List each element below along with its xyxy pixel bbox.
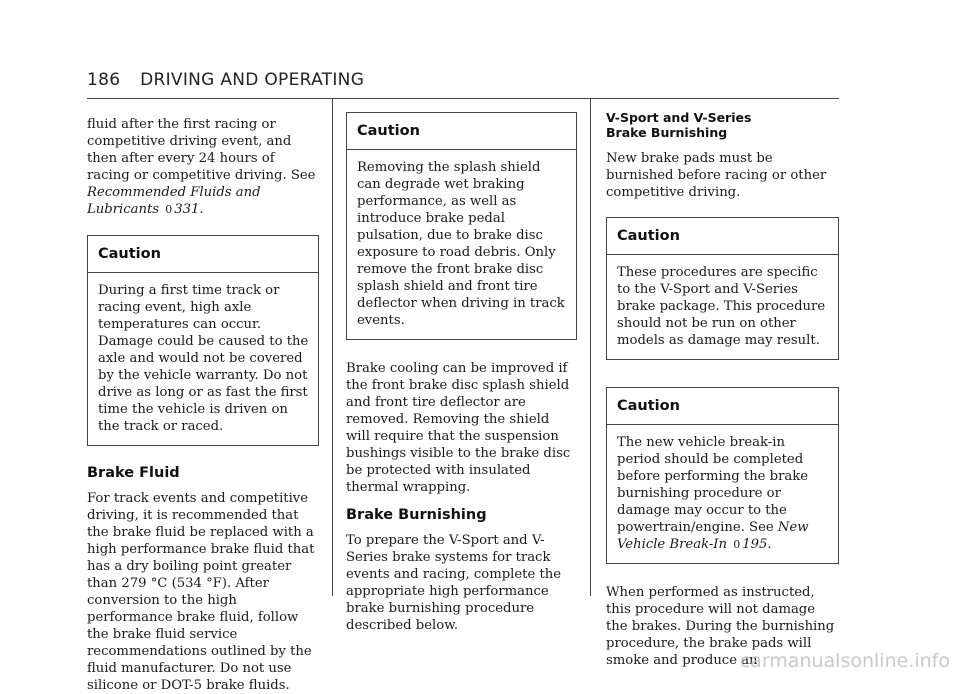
watermark: carmanualsonline.info — [739, 650, 950, 672]
caution-title: Caution — [607, 218, 838, 255]
column-1 — [87, 116, 319, 694]
body-paragraph: To prepare the V-Sport and V-Series brake systems for track events and racing, complete the appropriate high performance brake burnishing procedure described below. — [346, 533, 562, 633]
page-number: 186 — [87, 70, 121, 90]
caution-box — [346, 112, 577, 340]
column-3 — [606, 110, 839, 669]
caution-title: Caution — [88, 236, 318, 273]
subsection-heading: V-Sport and V-Series Brake Burnishing — [606, 110, 752, 140]
body-paragraph: When performed as instructed, this procedure will not damage the brakes. During the burnishing procedure, the brake pads will smoke and produce an — [606, 585, 835, 668]
ref-page: 195 — [742, 537, 768, 552]
caution-body: The new vehicle break-in period should be completed before performing the brake burnishing procedure or damage may occur to the powertrain/engine. See New Vehicle Break-In 0 195. — [617, 435, 809, 552]
section-heading: Brake Fluid — [87, 465, 180, 481]
caution-body: These procedures are specific to the V-Sport and V-Series brake package. This procedure should not be run on other models as damage may result. — [617, 265, 826, 348]
page-ref-arrow-icon: 0 — [733, 538, 741, 551]
caution-box — [606, 387, 839, 564]
ref-page: 331 — [174, 202, 200, 217]
intro-paragraph: fluid after the first racing or competitive driving event, and then after every 24 hours of racing or competitive driving. See Recommended Fluids and Lubricants 0 331. — [87, 117, 316, 217]
caution-body: Removing the splash shield can degrade wet braking performance, as well as introduce brake pedal pulsation, due to brake disc exposure to road debris. Only remove the front brake disc splash shield and front tire deflector when driving in track events. — [357, 160, 565, 328]
header-divider — [87, 98, 839, 99]
section-heading: Brake Burnishing — [346, 507, 487, 523]
caution-box — [87, 235, 319, 446]
ref-link[interactable]: New Vehicle Break-In — [617, 520, 809, 552]
body-paragraph: New brake pads must be burnished before racing or other competitive driving. — [606, 151, 827, 200]
caution-title: Caution — [607, 388, 838, 425]
caution-box — [606, 217, 839, 360]
section-title: DRIVING AND OPERATING — [140, 70, 365, 90]
page-header — [87, 70, 364, 90]
page-ref-arrow-icon: 0 — [165, 203, 173, 216]
body-paragraph: For track events and competitive driving, it is recommended that the brake fluid be replaced with a high performance brake fluid that has a dry boiling point greater than 279 °C (534 °F). After conversion to the high performance brake fluid, follow the brake fluid service recommendations outlined by the fluid manufacturer. Do not use silicone or DOT-5 brake fluids. — [87, 491, 315, 693]
caution-body: During a first time track or racing event, high axle temperatures can occur. Damage could be caused to the axle and would not be covered by the vehicle warranty. Do not drive as long or as fast the first time the vehicle is driven on the track or raced. — [98, 283, 309, 434]
body-paragraph: Brake cooling can be improved if the front brake disc splash shield and front tire deflector are removed. Removing the shield will require that the suspension bushings visible to the brake disc be protected with insulated thermal wrapping. — [346, 361, 571, 495]
column-divider-1 — [332, 99, 333, 596]
ref-link[interactable]: Recommended Fluids and Lubricants — [87, 185, 261, 217]
column-divider-2 — [590, 99, 591, 596]
column-2 — [346, 112, 577, 634]
caution-title: Caution — [347, 113, 576, 150]
